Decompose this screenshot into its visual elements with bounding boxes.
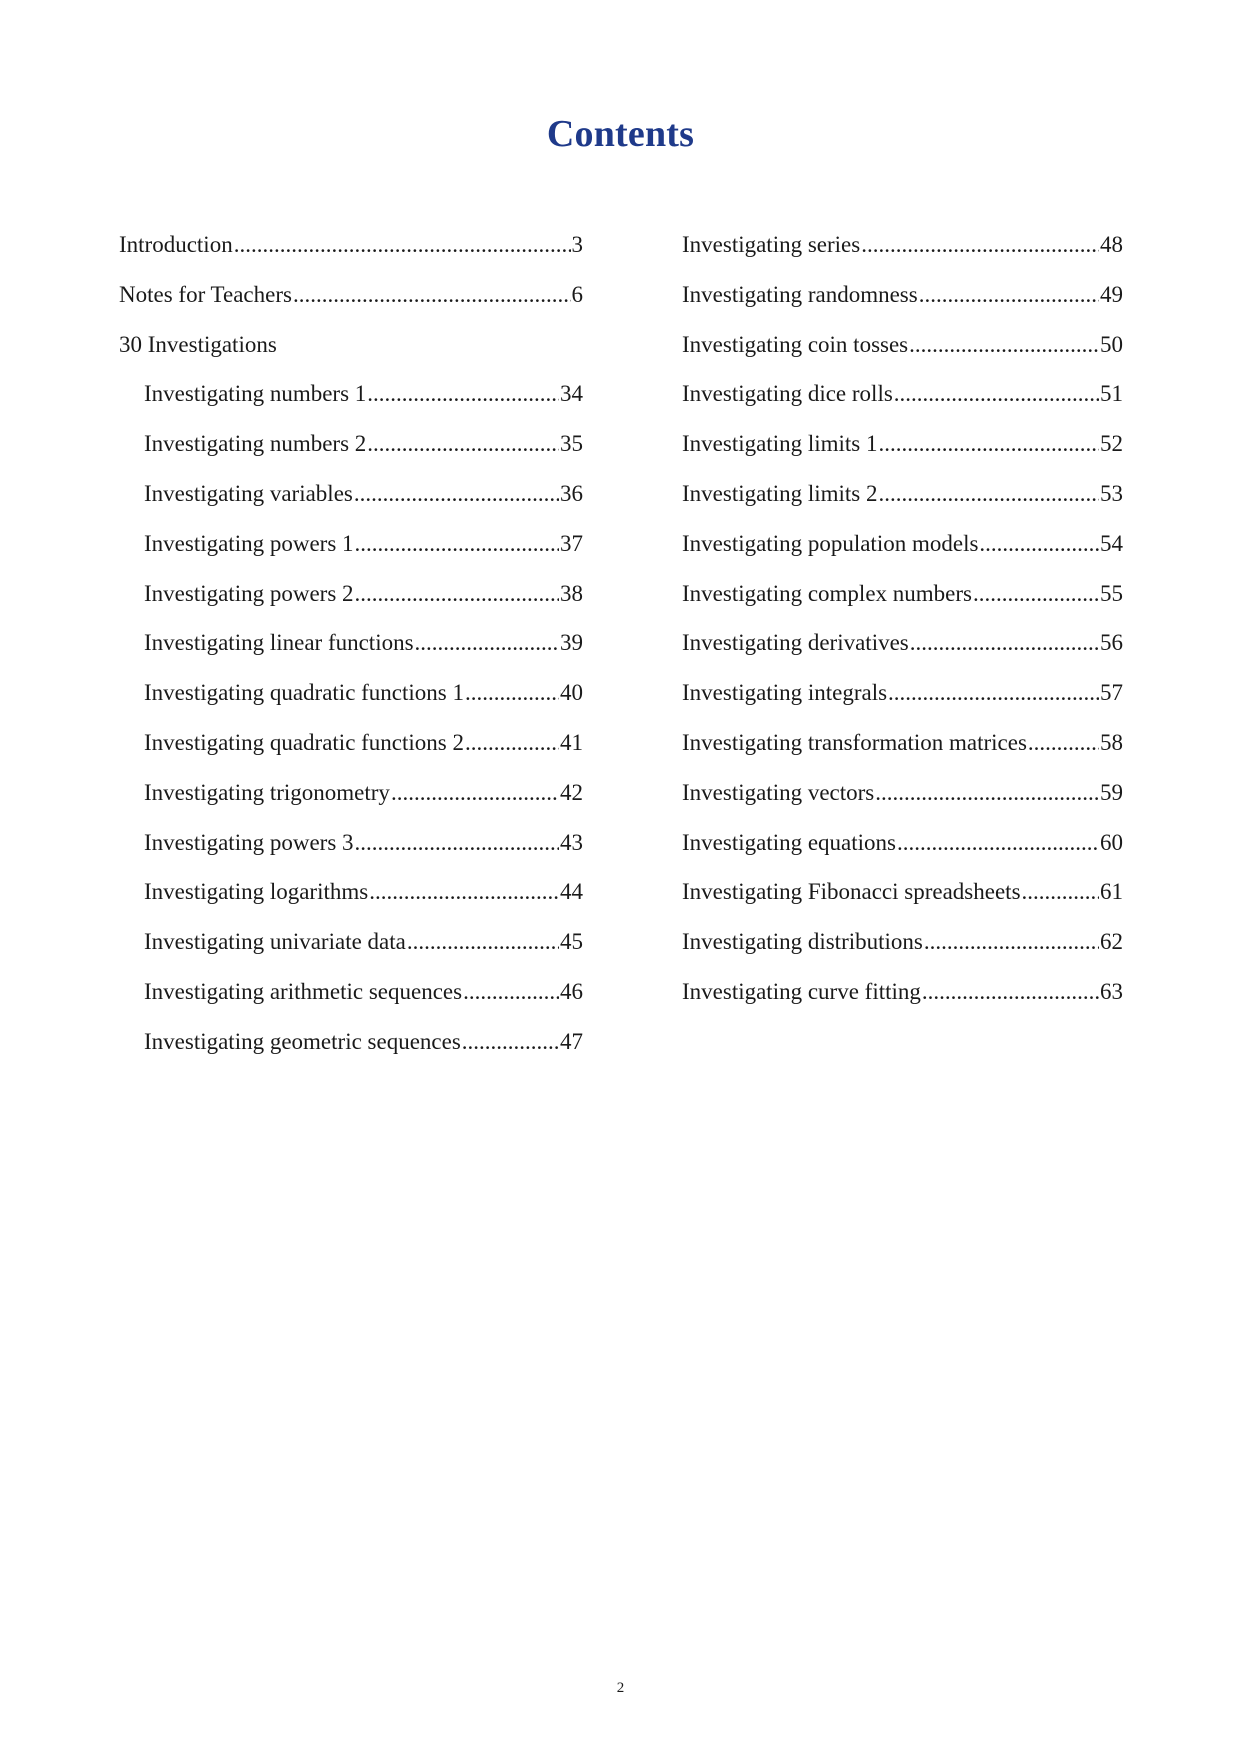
toc-entry[interactable] — [682, 479, 1123, 529]
toc-entry-title: Investigating derivatives — [682, 630, 909, 656]
toc-entry-page-number: 50 — [1100, 331, 1123, 357]
toc-entry-page-number: 53 — [1100, 480, 1123, 506]
toc-entry-title: Investigating powers 3 — [144, 829, 354, 855]
toc-entry-title: Investigating trigonometry — [144, 779, 390, 805]
toc-entry-title: Investigating transformation matrices — [682, 729, 1027, 755]
toc-leader-dots — [897, 828, 1099, 858]
toc-entry-title: Notes for Teachers — [119, 281, 292, 307]
toc-leader-dots — [879, 479, 1100, 509]
toc-entry-page-number: 58 — [1100, 729, 1123, 755]
toc-entry-page-number: 61 — [1100, 879, 1123, 905]
toc-leader-dots — [234, 230, 571, 260]
toc-entry-page-number: 44 — [560, 879, 583, 905]
toc-entry-page-number: 51 — [1100, 381, 1123, 407]
toc-entry-page-number: 6 — [571, 281, 583, 307]
toc-entry-title: Investigating coin tosses — [682, 331, 909, 357]
toc-leader-dots — [1022, 877, 1099, 907]
toc-entry-page-number: 57 — [1100, 680, 1123, 706]
toc-entry-title: Investigating population models — [682, 530, 979, 556]
toc-leader-dots — [879, 429, 1100, 459]
toc-leader-dots — [369, 877, 559, 907]
toc-entry-page-number: 62 — [1100, 929, 1123, 955]
toc-entry[interactable] — [682, 877, 1123, 927]
toc-leader-dots — [894, 379, 1099, 409]
toc-entry[interactable] — [119, 778, 583, 828]
toc-leader-dots — [875, 778, 1099, 808]
toc-leader-dots — [463, 977, 559, 1007]
toc-entry-title: Investigating series — [682, 232, 861, 257]
toc-leader-dots — [462, 1027, 559, 1057]
toc-entry-title: Investigating powers 1 — [144, 530, 354, 556]
toc-entry-page-number: 47 — [560, 1028, 583, 1054]
toc-entry-title: Investigating vectors — [682, 779, 875, 805]
toc-leader-dots — [391, 778, 559, 808]
toc-entry-title: Investigating quadratic functions 2 — [144, 729, 465, 755]
toc-leader-dots — [355, 828, 559, 858]
toc-entry-page-number: 35 — [560, 431, 583, 457]
toc-leader-dots — [367, 379, 559, 409]
toc-leader-dots — [922, 977, 1099, 1007]
toc-leader-dots — [919, 280, 1099, 310]
toc-entry[interactable] — [119, 728, 583, 778]
toc-entry-title: Investigating quadratic functions 1 — [144, 680, 465, 706]
toc-entry-title: Investigating limits 2 — [682, 480, 878, 506]
toc-entry-title: Investigating numbers 1 — [144, 381, 367, 407]
toc-entry[interactable] — [119, 678, 583, 728]
toc-entry[interactable] — [682, 977, 1123, 1027]
toc-entry[interactable] — [682, 927, 1123, 977]
toc-entry[interactable] — [682, 579, 1123, 629]
toc-leader-dots — [861, 230, 1099, 260]
toc-entry-page-number: 37 — [560, 530, 583, 556]
toc-entry-title: Investigating integrals — [682, 680, 888, 706]
toc-entry[interactable] — [119, 977, 583, 1027]
toc-entry[interactable] — [682, 280, 1123, 330]
toc-entry-title: Investigating complex numbers — [682, 580, 972, 606]
toc-entry-page-number: 59 — [1100, 779, 1123, 805]
toc-entry[interactable] — [119, 379, 583, 429]
toc-entry-page-number: 36 — [560, 480, 583, 506]
toc-entry-page-number: 52 — [1100, 431, 1123, 457]
toc-entry[interactable] — [682, 230, 1123, 280]
toc-entry-title: Investigating univariate data — [144, 929, 406, 955]
toc-leader-dots — [293, 280, 571, 310]
toc-leader-dots — [367, 429, 559, 459]
toc-entry-title: Investigating geometric sequences — [144, 1028, 461, 1054]
toc-entry[interactable] — [119, 927, 583, 977]
toc-entry[interactable] — [119, 828, 583, 878]
toc-entry-title: 30 Investigations — [119, 331, 277, 357]
toc-entry[interactable] — [682, 379, 1123, 429]
toc-entry-title: Investigating limits 1 — [682, 431, 878, 457]
toc-entry-title: Investigating equations — [682, 829, 896, 855]
toc-entry[interactable] — [119, 230, 583, 280]
toc-entry[interactable] — [119, 330, 583, 380]
toc-right-column — [682, 230, 1123, 1027]
toc-entry-title: Investigating variables — [144, 480, 353, 506]
toc-leader-dots — [407, 927, 559, 957]
page-number: 2 — [616, 1680, 625, 1696]
toc-leader-dots — [910, 628, 1099, 658]
toc-entry-title: Investigating Fibonacci spreadsheets — [682, 879, 1021, 905]
toc-entry[interactable] — [119, 429, 583, 479]
toc-entry-page-number: 49 — [1100, 281, 1123, 307]
toc-entry-page-number: 56 — [1100, 630, 1123, 656]
toc-entry[interactable] — [119, 280, 583, 330]
toc-entry[interactable] — [119, 479, 583, 529]
page-title: Contents — [546, 113, 695, 155]
toc-entry-page-number: 63 — [1100, 978, 1123, 1004]
toc-entry[interactable] — [119, 877, 583, 927]
toc-entry[interactable] — [682, 678, 1123, 728]
toc-entry[interactable] — [682, 828, 1123, 878]
toc-entry[interactable] — [682, 628, 1123, 678]
toc-entry[interactable] — [119, 1027, 583, 1077]
toc-entry[interactable] — [119, 529, 583, 579]
toc-entry-page-number: 43 — [560, 829, 583, 855]
toc-entry-page-number: 60 — [1100, 829, 1123, 855]
toc-leader-dots — [924, 927, 1099, 957]
toc-leader-dots — [979, 529, 1099, 559]
toc-entry[interactable] — [119, 628, 583, 678]
toc-leader-dots — [355, 529, 559, 559]
toc-entry-page-number: 3 — [571, 232, 583, 257]
toc-leader-dots — [909, 330, 1099, 360]
toc-entry-title: Introduction — [119, 232, 233, 257]
toc-entry[interactable] — [119, 579, 583, 629]
toc-left-column — [119, 230, 583, 1077]
toc-entry[interactable] — [682, 529, 1123, 579]
toc-entry-title: Investigating powers 2 — [144, 580, 354, 606]
toc-leader-dots — [1028, 728, 1099, 758]
toc-entry-page-number: 42 — [560, 779, 583, 805]
toc-entry-title: Investigating numbers 2 — [144, 431, 367, 457]
toc-entry-page-number: 40 — [560, 680, 583, 706]
toc-entry-title: Investigating distributions — [682, 929, 923, 955]
toc-entry-title: Investigating logarithms — [144, 879, 369, 905]
toc-leader-dots — [465, 678, 559, 708]
toc-entry-page-number: 45 — [560, 929, 583, 955]
toc-entry[interactable] — [682, 778, 1123, 828]
toc-entry-title: Investigating randomness — [682, 281, 918, 307]
toc-entry-page-number: 48 — [1100, 232, 1123, 257]
toc-leader-dots — [465, 728, 559, 758]
toc-entry[interactable] — [682, 429, 1123, 479]
toc-entry-page-number: 54 — [1100, 530, 1123, 556]
toc-entry-title: Investigating arithmetic sequences — [144, 978, 463, 1004]
toc-entry-title: Investigating dice rolls — [682, 381, 893, 407]
toc-entry-page-number: 39 — [560, 630, 583, 656]
toc-leader-dots — [355, 579, 559, 609]
toc-entry[interactable] — [682, 330, 1123, 380]
toc-entry-page-number: 34 — [560, 381, 583, 407]
toc-entry-page-number: 46 — [560, 978, 583, 1004]
toc-entry-page-number: 38 — [560, 580, 583, 606]
toc-leader-dots — [415, 628, 559, 658]
toc-entry-page-number: 55 — [1100, 580, 1123, 606]
toc-entry-page-number: 41 — [560, 729, 583, 755]
toc-leader-dots — [354, 479, 559, 509]
toc-entry-title: Investigating curve fitting — [682, 978, 921, 1004]
toc-leader-dots — [888, 678, 1099, 708]
toc-leader-dots — [973, 579, 1099, 609]
toc-entry-title: Investigating linear functions — [144, 630, 414, 656]
toc-entry[interactable] — [682, 728, 1123, 778]
